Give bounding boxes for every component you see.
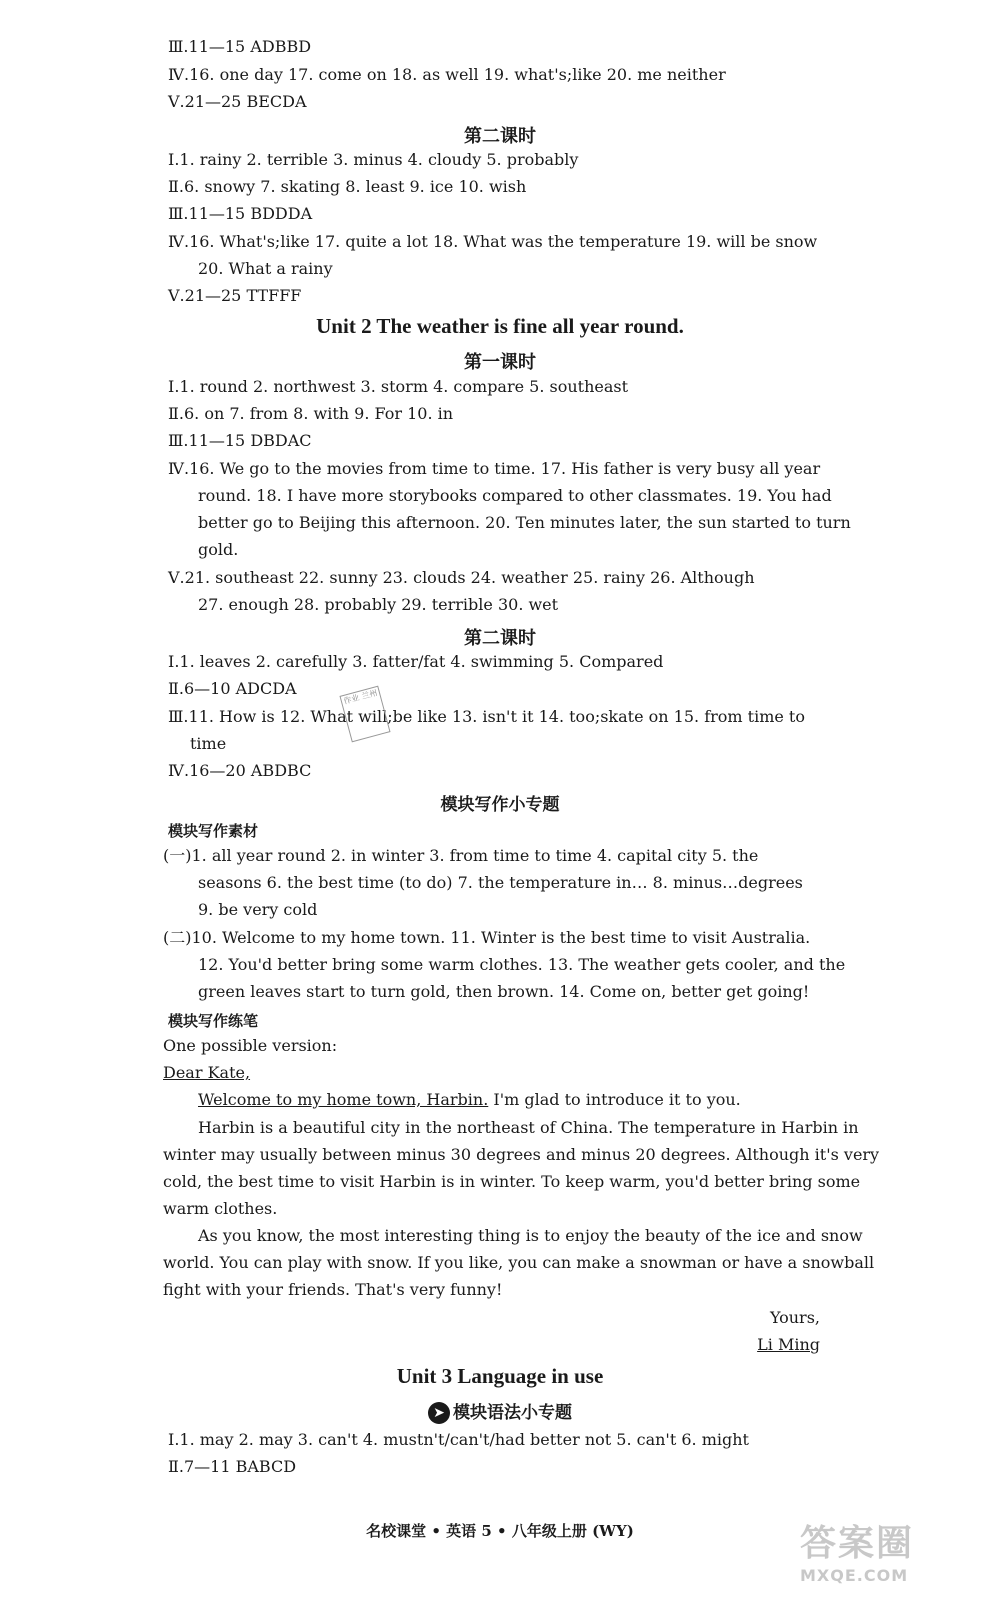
letter-line: world. You can play with snow. If you like, you can make a snowman or have a snowball (163, 1253, 875, 1272)
answer-row: Ⅳ.16. We go to the movies from time to time. 17. His father is very busy all year (168, 459, 821, 478)
answer-row: Ⅱ.6. snowy 7. skating 8. least 9. ice 10. wish (168, 177, 527, 196)
answer-row: Ⅲ.11—15 ADBBD (168, 37, 312, 56)
watermark-logo: 答案圈 MXQE.COM (800, 1523, 915, 1585)
letter-intro: One possible version: (163, 1036, 338, 1055)
answer-row: round. 18. I have more storybooks compared to other classmates. 19. You had (198, 486, 832, 505)
answer-row: seasons 6. the best time (to do) 7. the temperature in… 8. minus…degrees (198, 873, 803, 892)
grammar-title-text: 模块语法小专题 (453, 1403, 572, 1423)
letter-line: Harbin is a beautiful city in the northeast of China. The temperature in Harbin in (198, 1118, 859, 1137)
subsection-title: 模块写作练笔 (168, 1012, 259, 1030)
letter-line: fight with your friends. That's very funny! (163, 1280, 503, 1299)
answer-row: Ⅰ.1. rainy 2. terrible 3. minus 4. cloudy 5. probably (168, 150, 579, 169)
letter-line: warm clothes. (163, 1199, 278, 1218)
stamp-mark: 作业 兰州 (339, 686, 390, 743)
answer-row: (一)1. all year round 2. in winter 3. from time to time 4. capital city 5. the (163, 846, 759, 865)
subsection-title: 模块写作素材 (168, 822, 259, 840)
answer-row: Ⅰ.1. leaves 2. carefully 3. fatter/fat 4. swimming 5. Compared (168, 652, 664, 671)
lesson-title: 第二课时 (464, 628, 536, 649)
answer-row: Ⅱ.6—10 ADCDA (168, 679, 297, 698)
letter-line: As you know, the most interesting thing is to enjoy the beauty of the ice and snow (198, 1226, 863, 1245)
letter-signature: Li Ming (757, 1335, 820, 1354)
answer-row: gold. (198, 540, 239, 559)
answer-row: Ⅴ.21. southeast 22. sunny 23. clouds 24. weather 25. rainy 26. Although (168, 568, 755, 587)
answer-row: Ⅳ.16—20 ABDBC (168, 761, 312, 780)
answer-row: 20. What a rainy (198, 259, 333, 278)
answer-row: Ⅲ.11—15 DBDAC (168, 431, 312, 450)
answer-row: Ⅲ.11. How is 12. What will;be like 13. isn't it 14. too;skate on 15. from time to (168, 707, 805, 726)
answer-row: 9. be very cold (198, 900, 318, 919)
letter-line: winter may usually between minus 30 degrees and minus 20 degrees. Although it's very (163, 1145, 880, 1164)
letter-paragraph (198, 1090, 741, 1110)
grammar-title (0, 1398, 1000, 1424)
section-title: 模块写作小专题 (440, 795, 560, 815)
answer-row: time (190, 734, 227, 753)
unit-title: Unit 2 The weather is fine all year round. (316, 314, 684, 338)
answer-row: Ⅱ.6. on 7. from 8. with 9. For 10. in (168, 404, 454, 423)
answer-row: Ⅱ.7—11 BABCD (168, 1457, 297, 1476)
answer-row: better go to Beijing this afternoon. 20. Ten minutes later, the sun started to turn (198, 513, 851, 532)
answer-row: Ⅴ.21—25 BECDA (168, 92, 307, 111)
arrow-icon: ➤ (428, 1402, 450, 1424)
underlined-sentence: Welcome to my home town, Harbin. (198, 1090, 489, 1109)
unit-title: Unit 3 Language in use (396, 1364, 604, 1388)
answer-row: green leaves start to turn gold, then brown. 14. Come on, better get going! (198, 982, 810, 1001)
answer-row: 12. You'd better bring some warm clothes. 13. The weather gets cooler, and the (198, 955, 846, 974)
lesson-title: 第二课时 (464, 126, 536, 147)
answer-row: Ⅰ.1. round 2. northwest 3. storm 4. compare 5. southeast (168, 377, 629, 396)
answer-row: Ⅴ.21—25 TTFFF (168, 286, 302, 305)
answer-row: Ⅳ.16. What's;like 17. quite a lot 18. What was the temperature 19. will be snow (168, 232, 818, 251)
lesson-title: 第一课时 (464, 352, 536, 373)
answer-row: Ⅳ.16. one day 17. come on 18. as well 19. what's;like 20. me neither (168, 65, 726, 84)
answer-row: Ⅲ.11—15 BDDDA (168, 204, 313, 223)
sentence: I'm glad to introduce it to you. (488, 1090, 741, 1109)
letter-closing: Yours, (769, 1308, 820, 1327)
letter-line: cold, the best time to visit Harbin is in winter. To keep warm, you'd better bring some (163, 1172, 861, 1191)
page-footer: 名校课堂 • 英语 5 • 八年级上册 (WY) (366, 1522, 634, 1540)
answer-row: (二)10. Welcome to my home town. 11. Winter is the best time to visit Australia. (163, 928, 811, 947)
answer-row: Ⅰ.1. may 2. may 3. can't 4. mustn't/can't/had better not 5. can't 6. might (168, 1430, 749, 1449)
answer-row: 27. enough 28. probably 29. terrible 30. wet (198, 595, 559, 614)
letter-greeting: Dear Kate, (163, 1063, 251, 1082)
